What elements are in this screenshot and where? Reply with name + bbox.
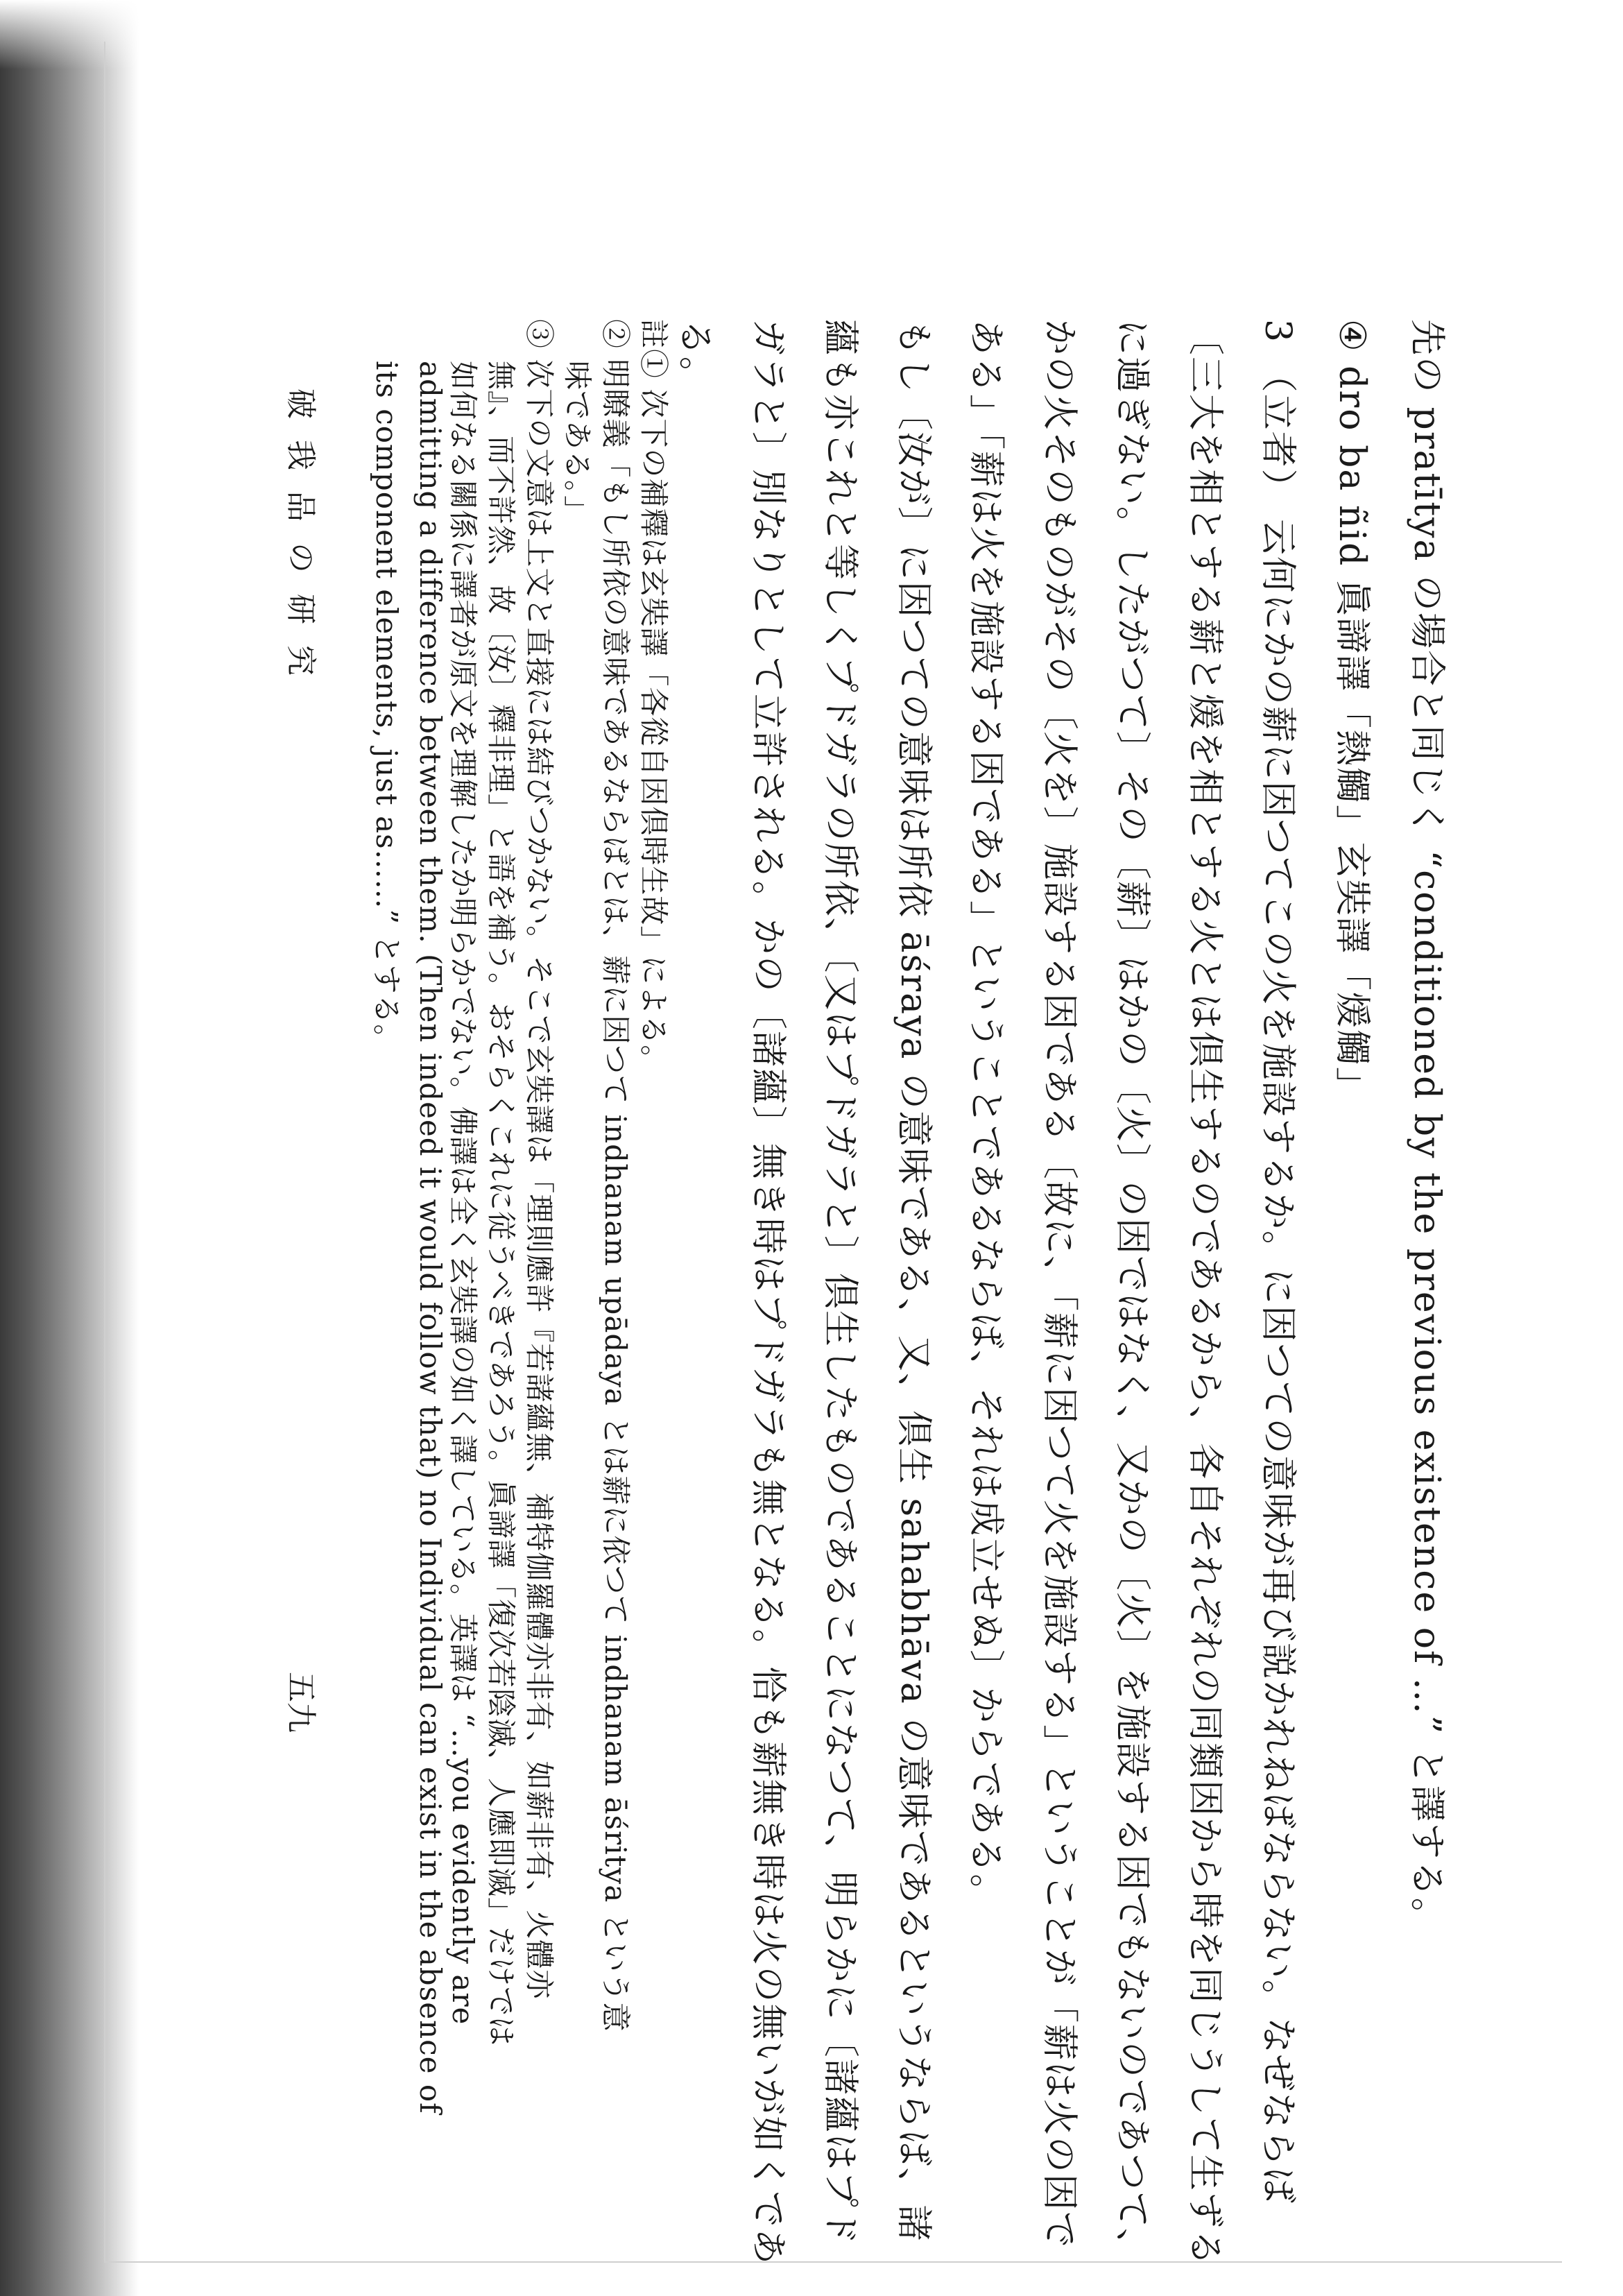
page-number: 五九 xyxy=(283,1672,318,1733)
note-line: ② 明瞭義「もし所依の意味であるならばとは、薪に因つて indhanam upādaya とは薪に依つて indhanam āśritya という意 xyxy=(599,319,633,2032)
body-line: 3 （立者） 云何にかの薪に因つてこの火を施設するか。に因つての意味が再び説かれねばならない。なぜならば xyxy=(1257,319,1298,2205)
note-line: 無』、而不許然、故〔汝〕釋非理」と語を補う。おそらくこれに従うべきであろう。眞諦譯「復次若陰滅、人應即滅」だけでは xyxy=(484,361,518,2047)
body-line: ④ dro ba ñid 眞諦譯「熱觸」玄奘譯「煖觸」 xyxy=(1331,319,1373,1104)
body-line: に過ぎない。したがつて〕その〔薪〕はかの〔火〕の因ではなく、又かの〔火〕を施設する因でもないのであつて、 xyxy=(1111,319,1153,2265)
body-line: ある」「薪は火を施設する因である」ということであるならば、それは成立せぬ〕からである。 xyxy=(965,319,1006,1912)
running-title: 破我品の研究 xyxy=(283,388,318,696)
body-line: かの火そのものがその〔火を〕施設する因である〔故に、「薪に因つて火を施設する」ということが「薪は火の因で xyxy=(1038,319,1080,2250)
note-line: 註① 次下の補釋は玄奘譯「各從自因倶時生故」による。 xyxy=(637,319,671,1075)
body-line: もし〔汝が〕に因つての意味は所依 āśraya の意味である、又、倶生 sahabhāva の意味であるというならば、諸 xyxy=(893,319,934,2243)
rotated-page-content xyxy=(370,319,1457,2268)
note-line: admitting a difference between them. (Then indeed it would follow that) no Individual can exist in the absence of xyxy=(413,361,447,2114)
body-line: ガラと〕別なりとして立許される。かの〔諸蘊〕無き時はプドガラも無となる。恰も薪無き時は火の無いが如くであ xyxy=(747,319,789,2266)
note-line: ③ 次下の文意は上文と直接には結びつかない。そこで玄奘譯は「理則應許『若諸蘊無、補特伽羅體亦非有、如薪非有、火體亦 xyxy=(522,319,556,2000)
body-line: る。 xyxy=(674,319,716,395)
body-line: 先の pratītya の場合と同じく “conditioned by the previous existence of …” と譯する。 xyxy=(1406,319,1448,1935)
note-line: 如何なる關係に譯者が原文を理解したか明らかでない。佛譯は全く玄奘譯の如く譯している。英譯は “…you evidently are xyxy=(446,361,480,2025)
note-line: 味である。」 xyxy=(560,361,594,526)
body-line: 蘊も亦これと等しくプドガラの所依、〔又はプドガラと〕倶生したものであることになつて、明らかに〔諸蘊はプド xyxy=(819,319,861,2246)
note-line: its component elements, just as……” とする。 xyxy=(370,361,404,1054)
body-line: 〔三大を相とする薪と煖を相とする火とは倶生するのであるから、各自それぞれの同類因から時を同じうして生ずる xyxy=(1184,319,1226,2268)
